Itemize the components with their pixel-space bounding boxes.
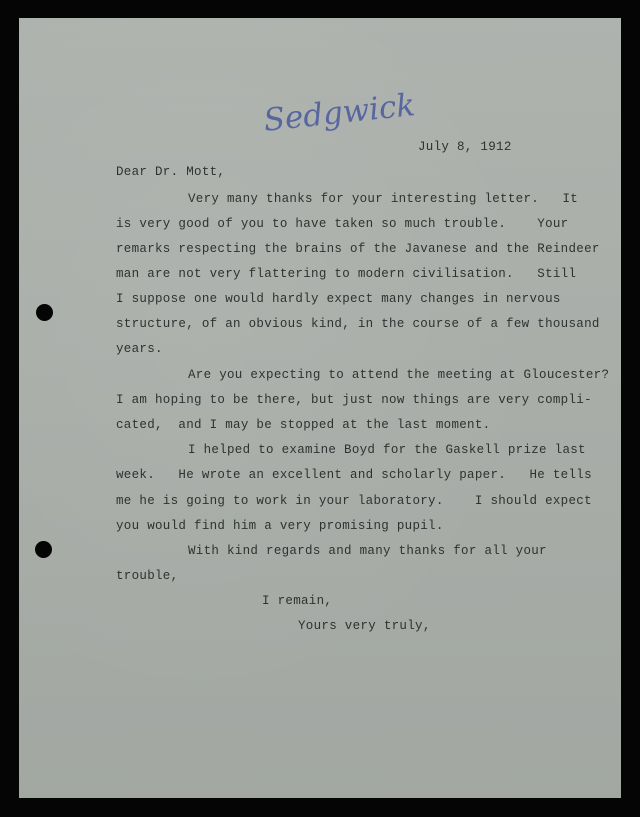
body-line-15: With kind regards and many thanks for all your [188, 544, 547, 558]
punch-hole-top [36, 304, 53, 321]
body-line-1: Very many thanks for your interesting letter. It [188, 192, 579, 206]
body-line-6: structure, of an obvious kind, in the course of a few thousand [116, 317, 600, 331]
handwritten-annotation: Sedgwick [262, 87, 417, 139]
body-line-5: I suppose one would hardly expect many changes in nervous [116, 292, 561, 306]
body-line-14: you would find him a very promising pupil. [116, 519, 444, 533]
letter-date: July 8, 1912 [418, 140, 512, 154]
body-line-16: trouble, [116, 569, 179, 583]
closing-remain: I remain, [262, 594, 333, 608]
body-line-11: I helped to examine Boyd for the Gaskell prize last [188, 443, 586, 457]
body-line-12: week. He wrote an excellent and scholarly paper. He tells [116, 468, 592, 482]
body-line-13: me he is going to work in your laboratory. I should expect [116, 494, 592, 508]
body-line-7: years. [116, 342, 163, 356]
salutation: Dear Dr. Mott, [116, 165, 226, 179]
closing-signoff: Yours very truly, [298, 619, 431, 633]
body-line-10: cated, and I may be stopped at the last moment. [116, 418, 491, 432]
body-line-9: I am hoping to be there, but just now things are very compli- [116, 393, 592, 407]
body-line-2: is very good of you to have taken so much trouble. Your [116, 217, 569, 231]
body-line-8: Are you expecting to attend the meeting at Gloucester? [188, 368, 610, 382]
body-line-4: man are not very flattering to modern civilisation. Still [116, 267, 577, 281]
body-line-3: remarks respecting the brains of the Javanese and the Reindeer [116, 242, 600, 256]
letter-page [19, 18, 621, 798]
punch-hole-bottom [35, 541, 52, 558]
